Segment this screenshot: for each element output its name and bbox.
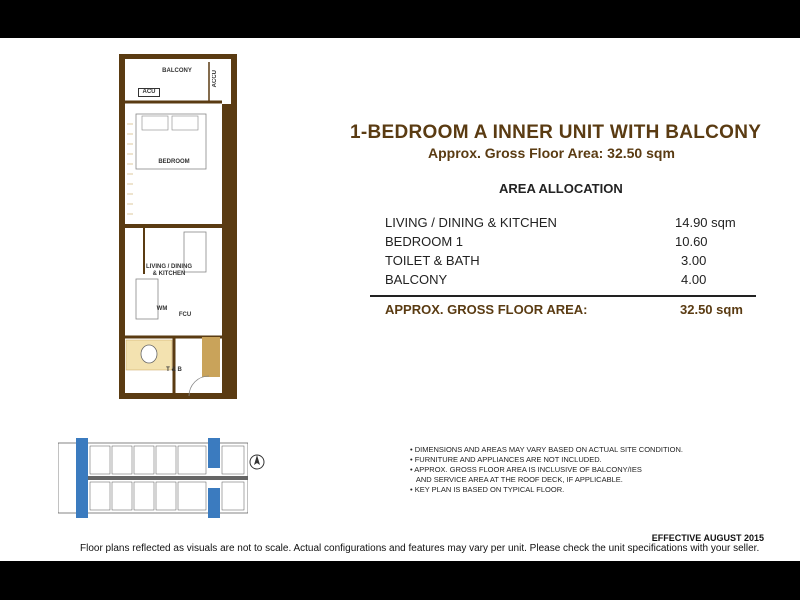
key-plan: [58, 438, 248, 518]
allocation-row: [385, 234, 755, 252]
allocation-row: [385, 215, 755, 233]
total-label: APPROX. GROSS FLOOR AREA:: [385, 302, 588, 317]
allocation-label: BALCONY: [385, 272, 448, 287]
allocation-value: 4.00: [681, 272, 707, 287]
plan-label-bedroom: BEDROOM: [158, 159, 190, 165]
disclaimer-text: Floor plans reflected as visuals are not to scale. Actual configurations and features may vary per unit. Please check the unit specifications with your seller.: [80, 543, 760, 554]
note-item: • KEY PLAN IS BASED ON TYPICAL FLOOR.: [410, 485, 565, 494]
allocation-value: 14.90 sqm: [675, 215, 736, 230]
allocation-value: 10.60: [675, 234, 708, 249]
total-value: 32.50 sqm: [680, 302, 743, 317]
plan-label-fcu: FCU: [178, 312, 192, 318]
effective-date: EFFECTIVE AUGUST 2015: [651, 533, 764, 543]
allocation-heading: AREA ALLOCATION: [499, 181, 623, 196]
allocation-label: BEDROOM 1: [385, 234, 464, 249]
note-item: • APPROX. GROSS FLOOR AREA IS INCLUSIVE OF BALCONY/IES: [410, 465, 642, 474]
note-item: AND SERVICE AREA AT THE ROOF DECK, IF APPLICABLE.: [410, 475, 623, 484]
plan-label-acu: ACU: [138, 88, 160, 97]
allocation-row: [385, 253, 755, 271]
allocation-label: LIVING / DINING & KITCHEN: [385, 215, 557, 230]
plan-label-balcony: BALCONY: [162, 68, 192, 74]
plan-label-wm: WM: [156, 306, 168, 312]
page-subtitle: Approx. Gross Floor Area: 32.50 sqm: [428, 145, 675, 161]
page-title: 1-BEDROOM A INNER UNIT WITH BALCONY: [350, 122, 762, 143]
plan-label-accu: ACCU: [212, 70, 218, 88]
floor-plan-drawing: [114, 54, 244, 399]
allocation-value: 3.00: [681, 253, 707, 268]
allocation-label: TOILET & BATH: [385, 253, 480, 268]
floor-plan-sheet: [0, 38, 800, 561]
plan-label-living: LIVING / DINING & KITCHEN: [145, 264, 192, 277]
total-divider: [370, 295, 756, 297]
allocation-row: [385, 272, 755, 290]
unit-floor-plan: [114, 54, 244, 399]
north-arrow-icon: [248, 453, 266, 471]
plan-label-tb: T & B: [166, 367, 182, 373]
note-item: • FURNITURE AND APPLIANCES ARE NOT INCLUDED.: [410, 455, 602, 464]
note-item: • DIMENSIONS AND AREAS MAY VARY BASED ON ACTUAL SITE CONDITION.: [410, 445, 683, 454]
notes-list: [410, 445, 683, 495]
